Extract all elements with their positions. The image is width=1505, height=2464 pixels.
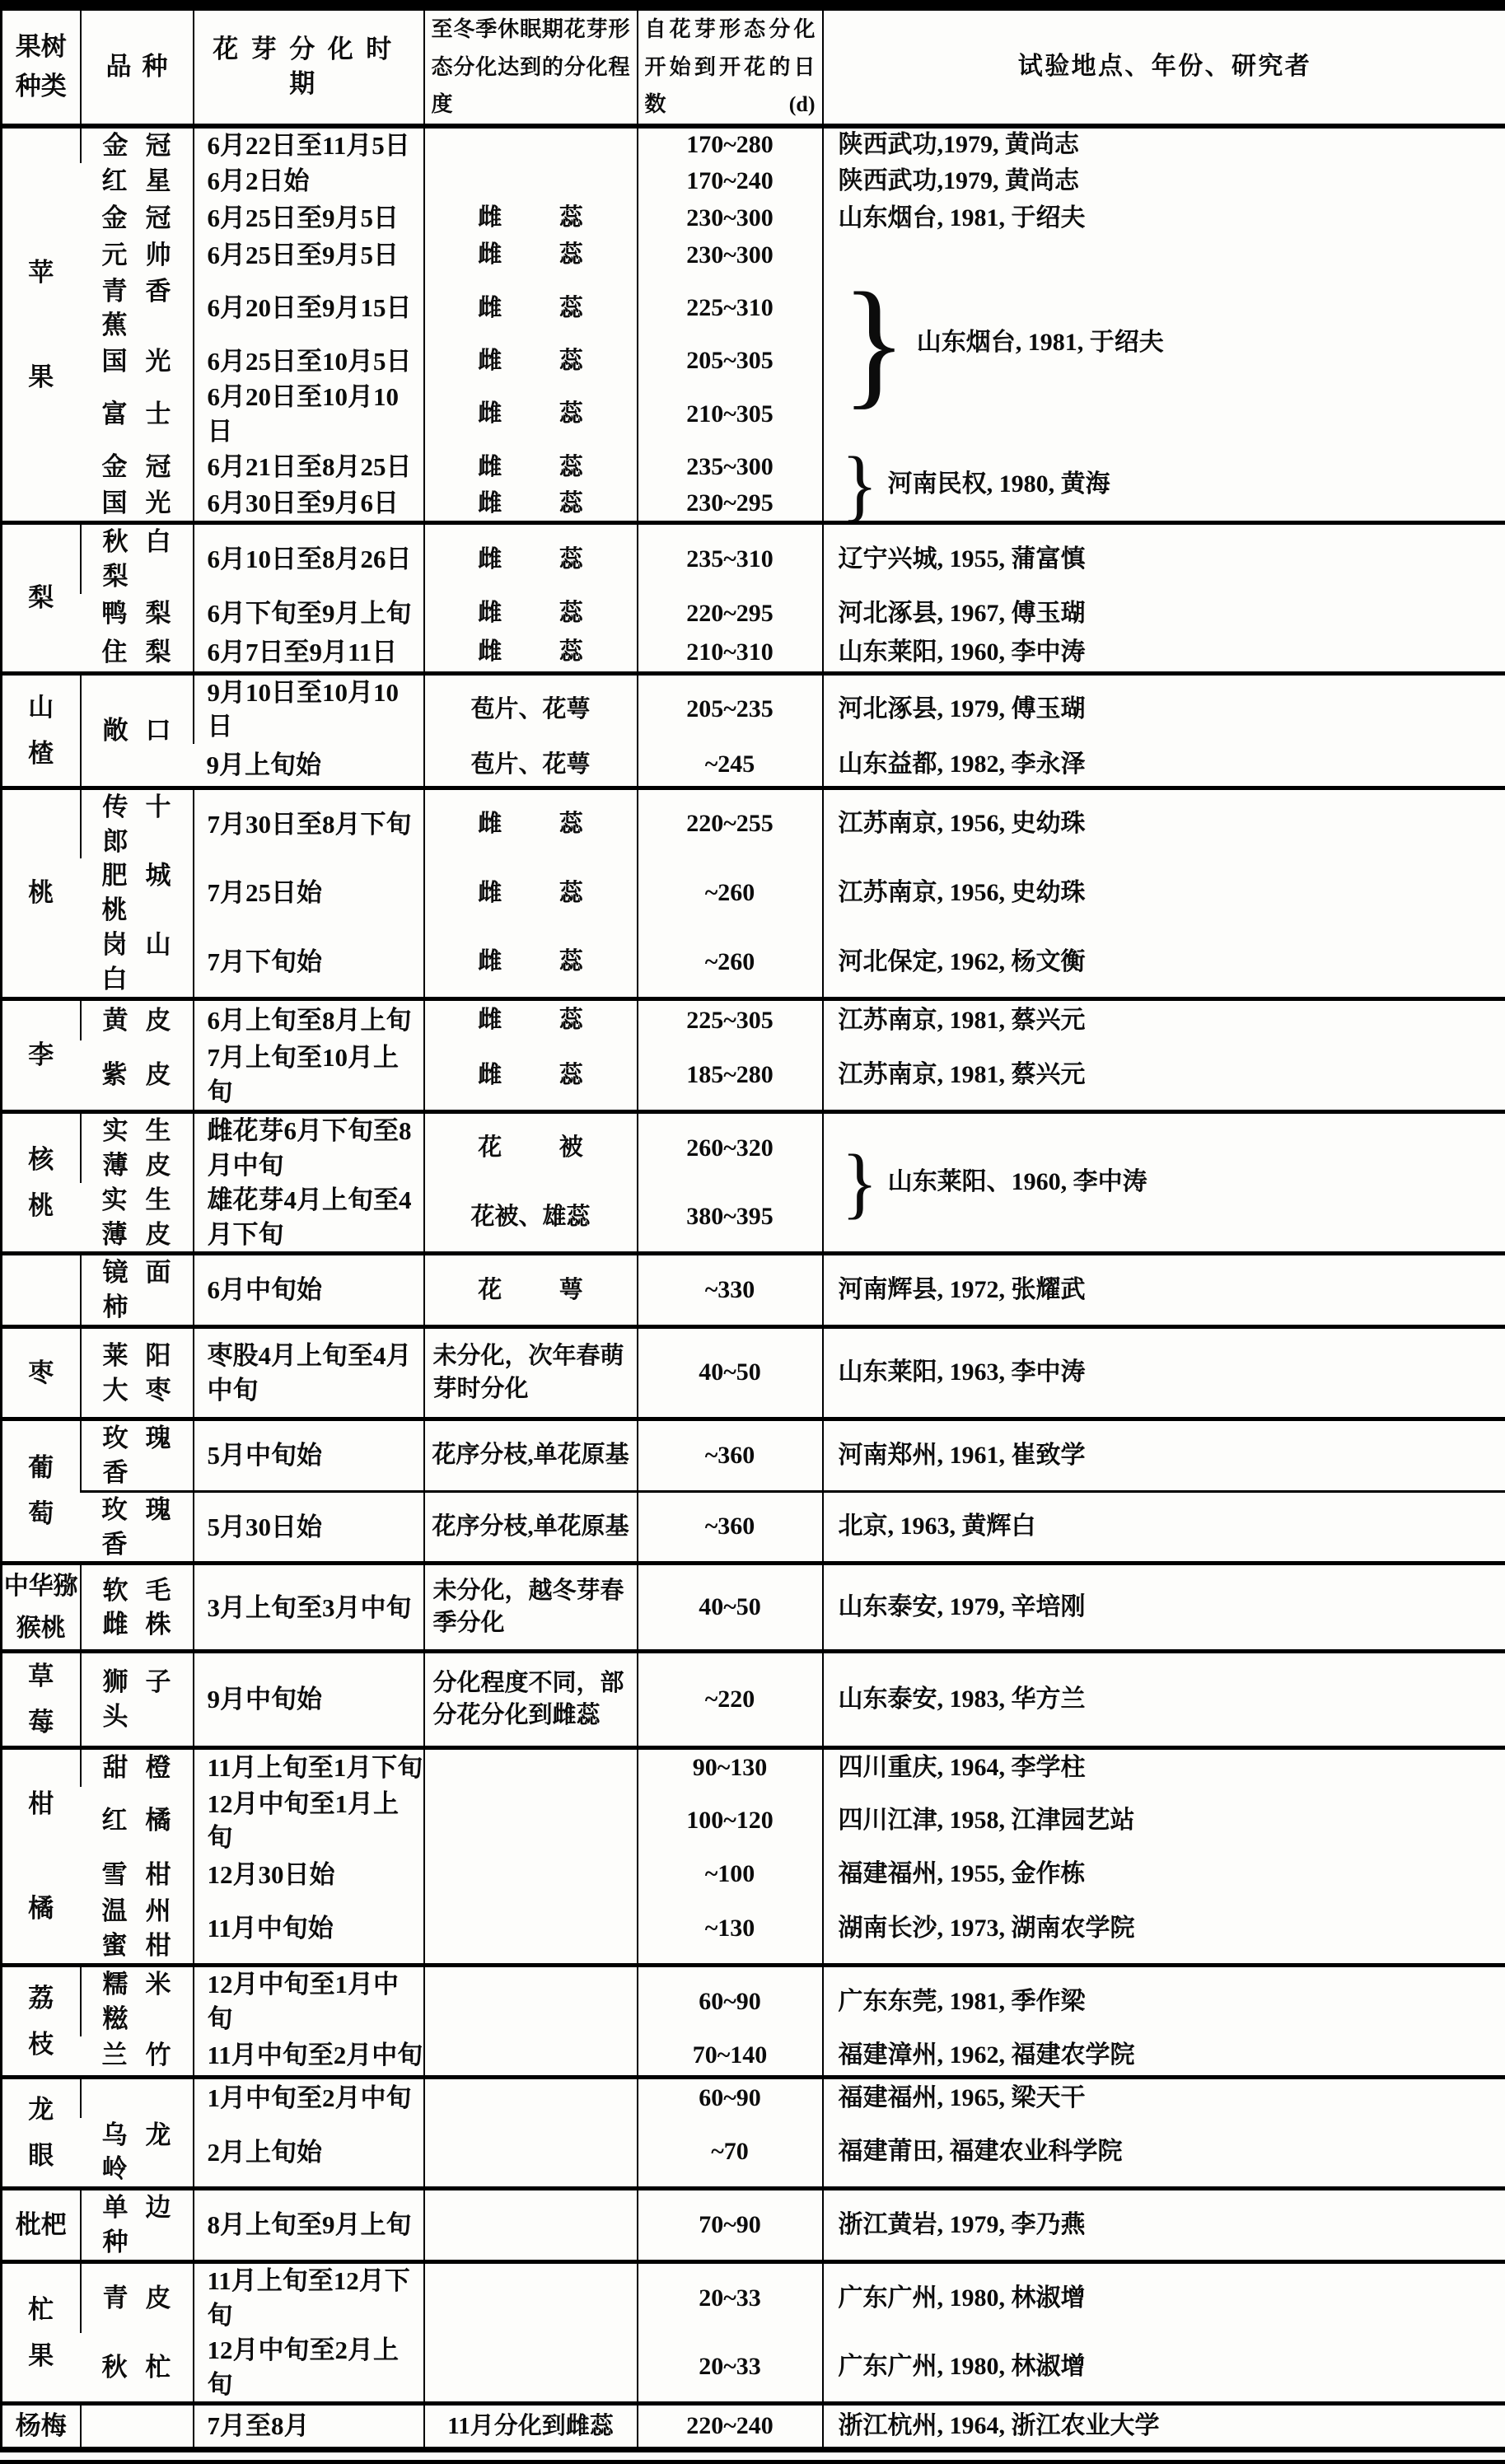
cell-period: 枣股4月上旬至4月中旬	[194, 1327, 424, 1419]
cell-degree: 花序分枝,单花原基	[424, 1491, 638, 1564]
cell-degree	[424, 486, 638, 523]
reference-label: 河南民权, 1980, 黄海	[888, 468, 1110, 502]
reference-group	[839, 451, 1505, 519]
degree-label: 雌蕊	[478, 239, 583, 271]
cell-days: ~330	[638, 1254, 823, 1327]
cell-days: 225~305	[638, 998, 823, 1040]
cell-reference: 陕西武功,1979, 黄尚志	[823, 126, 1505, 163]
cell-days: 380~395	[638, 1183, 823, 1254]
cell-reference: 四川江津, 1958, 江津园艺站	[823, 1787, 1505, 1856]
cell-degree	[424, 1748, 638, 1787]
cell-period: 雄花芽4月上旬至4月下旬	[194, 1183, 424, 1254]
cell-variety: 狮子头	[81, 1652, 194, 1748]
cell-period: 6月20日至9月15日	[194, 274, 424, 344]
species-cell	[2, 673, 81, 788]
degree-label: 雌蕊	[478, 544, 583, 576]
species-cell	[2, 1965, 81, 2077]
cell-degree	[424, 200, 638, 237]
cell-period: 5月中旬始	[194, 1419, 424, 1492]
cell-degree	[424, 380, 638, 449]
cell-reference: 山东莱阳, 1960, 李中涛	[823, 634, 1505, 673]
degree-label: 雌蕊	[478, 946, 583, 978]
cell-days: 235~300	[638, 449, 823, 486]
cell-reference: 湖南长沙, 1973, 湖南农学院	[823, 1894, 1505, 1965]
cell-days: ~260	[638, 858, 823, 928]
species-cell: 梨	[2, 523, 81, 673]
cell-degree: 分化程度不同，部分花分化到雌蕊	[424, 1652, 638, 1748]
cell-period: 6月10日至8月26日	[194, 523, 424, 594]
cell-period: 11月中旬始	[194, 1894, 424, 1965]
cell-period: 6月2日始	[194, 163, 424, 200]
cell-degree	[424, 449, 638, 486]
species-label: 荔枝	[26, 1975, 56, 2068]
cell-degree	[424, 1894, 638, 1965]
cell-degree	[424, 523, 638, 594]
bottom-double-rule	[0, 2460, 1505, 2464]
degree-label: 花被	[478, 1132, 583, 1164]
cell-variety	[81, 2078, 194, 2118]
cell-days: 185~280	[638, 1040, 823, 1111]
species-label: 柑橘	[26, 1751, 56, 1961]
cell-days: ~220	[638, 1652, 823, 1748]
cell-days: ~100	[638, 1855, 823, 1894]
cell-variety: 单边种	[81, 2189, 194, 2262]
cell-days: ~260	[638, 928, 823, 998]
cell-period: 3月上旬至3月中旬	[194, 1564, 424, 1652]
species-label: 核桃	[26, 1137, 56, 1229]
cell-period: 6月下旬至9月上旬	[194, 594, 424, 634]
cell-reference: 山东莱阳, 1963, 李中涛	[823, 1327, 1505, 1419]
species-label: 葡萄	[26, 1445, 56, 1537]
cell-variety: 住梨	[81, 634, 194, 673]
cell-days: ~70	[638, 2118, 823, 2189]
cell-variety: 玫瑰香	[81, 1491, 194, 1564]
cell-period: 12月30日始	[194, 1855, 424, 1894]
cell-degree	[424, 1965, 638, 2036]
cell-reference: 浙江杭州, 1964, 浙江农业大学	[823, 2404, 1505, 2450]
col-header-period: 花芽分化时期	[194, 6, 424, 126]
cell-variety: 青香蕉	[81, 274, 194, 344]
cell-period: 6月25日至9月5日	[194, 237, 424, 274]
cell-reference: 广东广州, 1980, 林淑增	[823, 2333, 1505, 2404]
species-cell	[2, 1652, 81, 1748]
cell-reference: 四川重庆, 1964, 李学柱	[823, 1748, 1505, 1787]
degree-label: 雌蕊	[478, 398, 583, 430]
cell-period: 7月至8月	[194, 2404, 424, 2450]
degree-label: 花萼	[478, 1274, 583, 1307]
reference-group	[839, 282, 1505, 404]
degree-label: 雌蕊	[478, 488, 583, 520]
col-header-species-label: 果树种类	[13, 27, 69, 106]
species-cell	[2, 2261, 81, 2403]
cell-degree: 花被、雄蕊	[424, 1183, 638, 1254]
cell-degree	[424, 2261, 638, 2332]
reference-group	[839, 1148, 1505, 1217]
cell-degree	[424, 634, 638, 673]
cell-days: 220~295	[638, 594, 823, 634]
species-cell	[2, 2078, 81, 2189]
degree-label: 雌蕊	[478, 636, 583, 668]
cell-variety: 温州蜜柑	[81, 1894, 194, 1965]
cell-days: 205~235	[638, 673, 823, 744]
cell-degree	[424, 788, 638, 858]
cell-degree	[424, 274, 638, 344]
cell-variety: 国光	[81, 486, 194, 523]
cell-variety: 敞口	[81, 673, 194, 788]
cell-degree	[424, 163, 638, 200]
cell-variety: 富士	[81, 380, 194, 449]
cell-period: 6月25日至9月5日	[194, 200, 424, 237]
cell-variety: 元帅	[81, 237, 194, 274]
degree-label: 雌蕊	[478, 292, 583, 325]
cell-variety: 玫瑰香	[81, 1419, 194, 1492]
cell-variety: 青皮	[81, 2261, 194, 2332]
species-cell	[2, 1564, 81, 1652]
cell-variety: 金冠	[81, 126, 194, 163]
cell-reference: 辽宁兴城, 1955, 蒲富慎	[823, 523, 1505, 594]
species-label: 草莓	[26, 1653, 56, 1746]
group-brace-icon: }	[842, 1147, 878, 1218]
cell-days: 230~300	[638, 200, 823, 237]
cell-days: 170~280	[638, 126, 823, 163]
cell-reference: 河北涿县, 1979, 傅玉瑚	[823, 673, 1505, 744]
cell-period: 9月上旬始	[194, 744, 424, 788]
species-cell: 杨梅	[2, 2404, 81, 2450]
degree-label: 雌蕊	[478, 202, 583, 234]
cell-days: 60~90	[638, 2078, 823, 2118]
cell-reference: 浙江黄岩, 1979, 李乃燕	[823, 2189, 1505, 2262]
species-cell: 枣	[2, 1327, 81, 1419]
cell-degree	[424, 2118, 638, 2189]
cell-reference: 江苏南京, 1956, 史幼珠	[823, 788, 1505, 858]
cell-period: 6月25日至10月5日	[194, 343, 424, 380]
cell-variety: 糯米糍	[81, 1965, 194, 2036]
cell-degree	[424, 1040, 638, 1111]
cell-degree	[424, 2189, 638, 2262]
cell-variety: 秋杧	[81, 2333, 194, 2404]
cell-days: 40~50	[638, 1564, 823, 1652]
cell-reference: 江苏南京, 1981, 蔡兴元	[823, 998, 1505, 1040]
cell-days: 260~320	[638, 1112, 823, 1183]
cell-period: 7月下旬始	[194, 928, 424, 998]
cell-days: ~360	[638, 1419, 823, 1492]
degree-label: 雌蕊	[478, 808, 583, 840]
cell-period: 5月30日始	[194, 1491, 424, 1564]
group-brace-icon: }	[842, 278, 907, 407]
cell-days: 60~90	[638, 1965, 823, 2036]
cell-period: 6月中旬始	[194, 1254, 424, 1327]
cell-period: 6月20日至10月10日	[194, 380, 424, 449]
cell-variety: 甜橙	[81, 1748, 194, 1787]
degree-label: 雌蕊	[478, 597, 583, 629]
cell-degree	[424, 1254, 638, 1327]
cell-days: 210~310	[638, 634, 823, 673]
degree-label: 雌蕊	[478, 877, 583, 909]
cell-variety: 雪柑	[81, 1855, 194, 1894]
cell-period: 11月上旬至1月下旬	[194, 1748, 424, 1787]
species-label: 龙眼	[26, 2087, 56, 2179]
cell-degree	[424, 928, 638, 998]
cell-days: 90~130	[638, 1748, 823, 1787]
cell-variety: 鸭梨	[81, 594, 194, 634]
cell-period: 7月25日始	[194, 858, 424, 928]
cell-variety: 镜面柿	[81, 1254, 194, 1327]
cell-variety: 国光	[81, 343, 194, 380]
cell-period: 6月30日至9月6日	[194, 486, 424, 523]
cell-period: 8月上旬至9月上旬	[194, 2189, 424, 2262]
cell-days: 20~33	[638, 2333, 823, 2404]
cell-variety: 金冠	[81, 200, 194, 237]
cell-days: 205~305	[638, 343, 823, 380]
cell-reference: 山东泰安, 1979, 辛培刚	[823, 1564, 1505, 1652]
reference-label: 山东烟台, 1981, 于绍夫	[917, 326, 1164, 360]
cell-variety: 黄皮	[81, 998, 194, 1040]
cell-days: 70~140	[638, 2036, 823, 2078]
cell-degree: 11月分化到雌蕊	[424, 2404, 638, 2450]
cell-days: 235~310	[638, 523, 823, 594]
cell-reference: 河南辉县, 1972, 张耀武	[823, 1254, 1505, 1327]
cell-reference: 福建漳州, 1962, 福建农学院	[823, 2036, 1505, 2078]
cell-degree	[424, 594, 638, 634]
cell-reference: 江苏南京, 1981, 蔡兴元	[823, 1040, 1505, 1111]
cell-period: 7月上旬至10月上旬	[194, 1040, 424, 1111]
degree-label: 雌蕊	[478, 451, 583, 484]
cell-period: 1月中旬至2月中旬	[194, 2078, 424, 2118]
cell-period: 9月10日至10月10日	[194, 673, 424, 744]
cell-variety: 秋白梨	[81, 523, 194, 594]
species-label: 山楂	[26, 685, 56, 777]
cell-period: 6月上旬至8月上旬	[194, 998, 424, 1040]
cell-reference: 广东广州, 1980, 林淑增	[823, 2261, 1505, 2332]
cell-variety: 紫皮	[81, 1040, 194, 1111]
species-label: 苹果	[26, 220, 56, 429]
cell-variety: 实生薄皮	[81, 1112, 194, 1183]
species-cell: 枇杷	[2, 2189, 81, 2262]
cell-days: ~360	[638, 1491, 823, 1564]
cell-period: 6月22日至11月5日	[194, 126, 424, 163]
species-cell	[2, 1419, 81, 1564]
cell-degree: 未分化，越冬芽春季分化	[424, 1564, 638, 1652]
cell-period: 11月中旬至2月中旬	[194, 2036, 424, 2078]
col-header-days: 自花芽形态分化开始到开花的日数(d)	[638, 6, 823, 126]
cell-period: 雌花芽6月下旬至8月中旬	[194, 1112, 424, 1183]
species-cell: 李	[2, 998, 81, 1111]
cell-days: 70~90	[638, 2189, 823, 2262]
species-label: 中华猕猴桃	[2, 1565, 79, 1649]
cell-degree	[424, 1787, 638, 1856]
cell-days: 40~50	[638, 1327, 823, 1419]
cell-period: 12月中旬至1月上旬	[194, 1787, 424, 1856]
cell-variety: 肥城桃	[81, 858, 194, 928]
cell-reference: 福建福州, 1965, 梁天干	[823, 2078, 1505, 2118]
cell-period: 12月中旬至2月上旬	[194, 2333, 424, 2404]
species-cell	[2, 1748, 81, 1966]
cell-reference: 福建福州, 1955, 金作栋	[823, 1855, 1505, 1894]
cell-reference-group	[823, 449, 1505, 523]
cell-degree	[424, 237, 638, 274]
cell-variety: 岗山白	[81, 928, 194, 998]
cell-days: 220~255	[638, 788, 823, 858]
cell-variety	[81, 2404, 194, 2450]
species-cell	[2, 1254, 81, 1327]
cell-reference: 山东泰安, 1983, 华方兰	[823, 1652, 1505, 1748]
reference-label: 山东莱阳、1960, 李中涛	[888, 1166, 1147, 1199]
col-header-variety: 品种	[81, 6, 194, 126]
cell-reference: 河北涿县, 1967, 傅玉瑚	[823, 594, 1505, 634]
cell-days: 220~240	[638, 2404, 823, 2450]
cell-variety: 软毛雌株	[81, 1564, 194, 1652]
cell-reference: 广东东莞, 1981, 季作梁	[823, 1965, 1505, 2036]
cell-reference: 福建莆田, 福建农业科学院	[823, 2118, 1505, 2189]
cell-degree	[424, 126, 638, 163]
cell-reference: 江苏南京, 1956, 史幼珠	[823, 858, 1505, 928]
group-brace-icon: }	[842, 449, 878, 521]
cell-period: 7月30日至8月下旬	[194, 788, 424, 858]
cell-days: ~130	[638, 1894, 823, 1965]
cell-degree: 苞片、花萼	[424, 673, 638, 744]
cell-degree	[424, 858, 638, 928]
cell-period: 9月中旬始	[194, 1652, 424, 1748]
species-cell	[2, 126, 81, 523]
cell-variety: 乌龙岭	[81, 2118, 194, 2189]
cell-degree: 花序分枝,单花原基	[424, 1419, 638, 1492]
cell-days: 100~120	[638, 1787, 823, 1856]
cell-degree	[424, 998, 638, 1040]
col-header-degree: 至冬季休眠期花芽形态分化达到的分化程度	[424, 6, 638, 126]
cell-reference: 山东烟台, 1981, 于绍夫	[823, 200, 1505, 237]
species-cell: 桃	[2, 788, 81, 998]
degree-label: 雌蕊	[478, 1059, 583, 1092]
species-label: 杧果	[26, 2287, 56, 2379]
cell-days: 170~240	[638, 163, 823, 200]
degree-label: 雌蕊	[478, 1004, 583, 1036]
cell-reference-group	[823, 1112, 1505, 1254]
cell-reference: 北京, 1963, 黄辉白	[823, 1491, 1505, 1564]
cell-degree	[424, 2036, 638, 2078]
cell-degree	[424, 343, 638, 380]
col-header-species	[2, 6, 81, 126]
cell-variety: 金冠	[81, 449, 194, 486]
cell-degree: 未分化，次年春萌芽时分化	[424, 1327, 638, 1419]
cell-variety: 实生薄皮	[81, 1183, 194, 1254]
cell-period: 6月21日至8月25日	[194, 449, 424, 486]
cell-reference: 河北保定, 1962, 杨文衡	[823, 928, 1505, 998]
cell-days: 20~33	[638, 2261, 823, 2332]
cell-variety: 红星	[81, 163, 194, 200]
cell-variety: 莱阳大枣	[81, 1327, 194, 1419]
cell-period: 11月上旬至12月下旬	[194, 2261, 424, 2332]
cell-period: 6月7日至9月11日	[194, 634, 424, 673]
cell-reference: 山东益都, 1982, 李永泽	[823, 744, 1505, 788]
species-cell	[2, 1112, 81, 1254]
cell-degree: 苞片、花萼	[424, 744, 638, 788]
col-header-reference: 试验地点、年份、研究者	[823, 6, 1505, 126]
cell-period: 12月中旬至1月中旬	[194, 1965, 424, 2036]
cell-degree	[424, 2333, 638, 2404]
cell-days: 230~295	[638, 486, 823, 523]
cell-reference: 河南郑州, 1961, 崔致学	[823, 1419, 1505, 1492]
cell-days: 230~300	[638, 237, 823, 274]
cell-reference: 陕西武功,1979, 黄尚志	[823, 163, 1505, 200]
cell-variety: 传十郎	[81, 788, 194, 858]
cell-reference-group	[823, 237, 1505, 449]
cell-days: 210~305	[638, 380, 823, 449]
degree-label: 雌蕊	[478, 345, 583, 377]
cell-days: 225~310	[638, 274, 823, 344]
cell-period: 2月上旬始	[194, 2118, 424, 2189]
cell-days: ~245	[638, 744, 823, 788]
cell-degree	[424, 1112, 638, 1183]
cell-variety: 红橘	[81, 1787, 194, 1856]
cell-variety: 兰竹	[81, 2036, 194, 2078]
cell-degree	[424, 1855, 638, 1894]
cell-degree	[424, 2078, 638, 2118]
